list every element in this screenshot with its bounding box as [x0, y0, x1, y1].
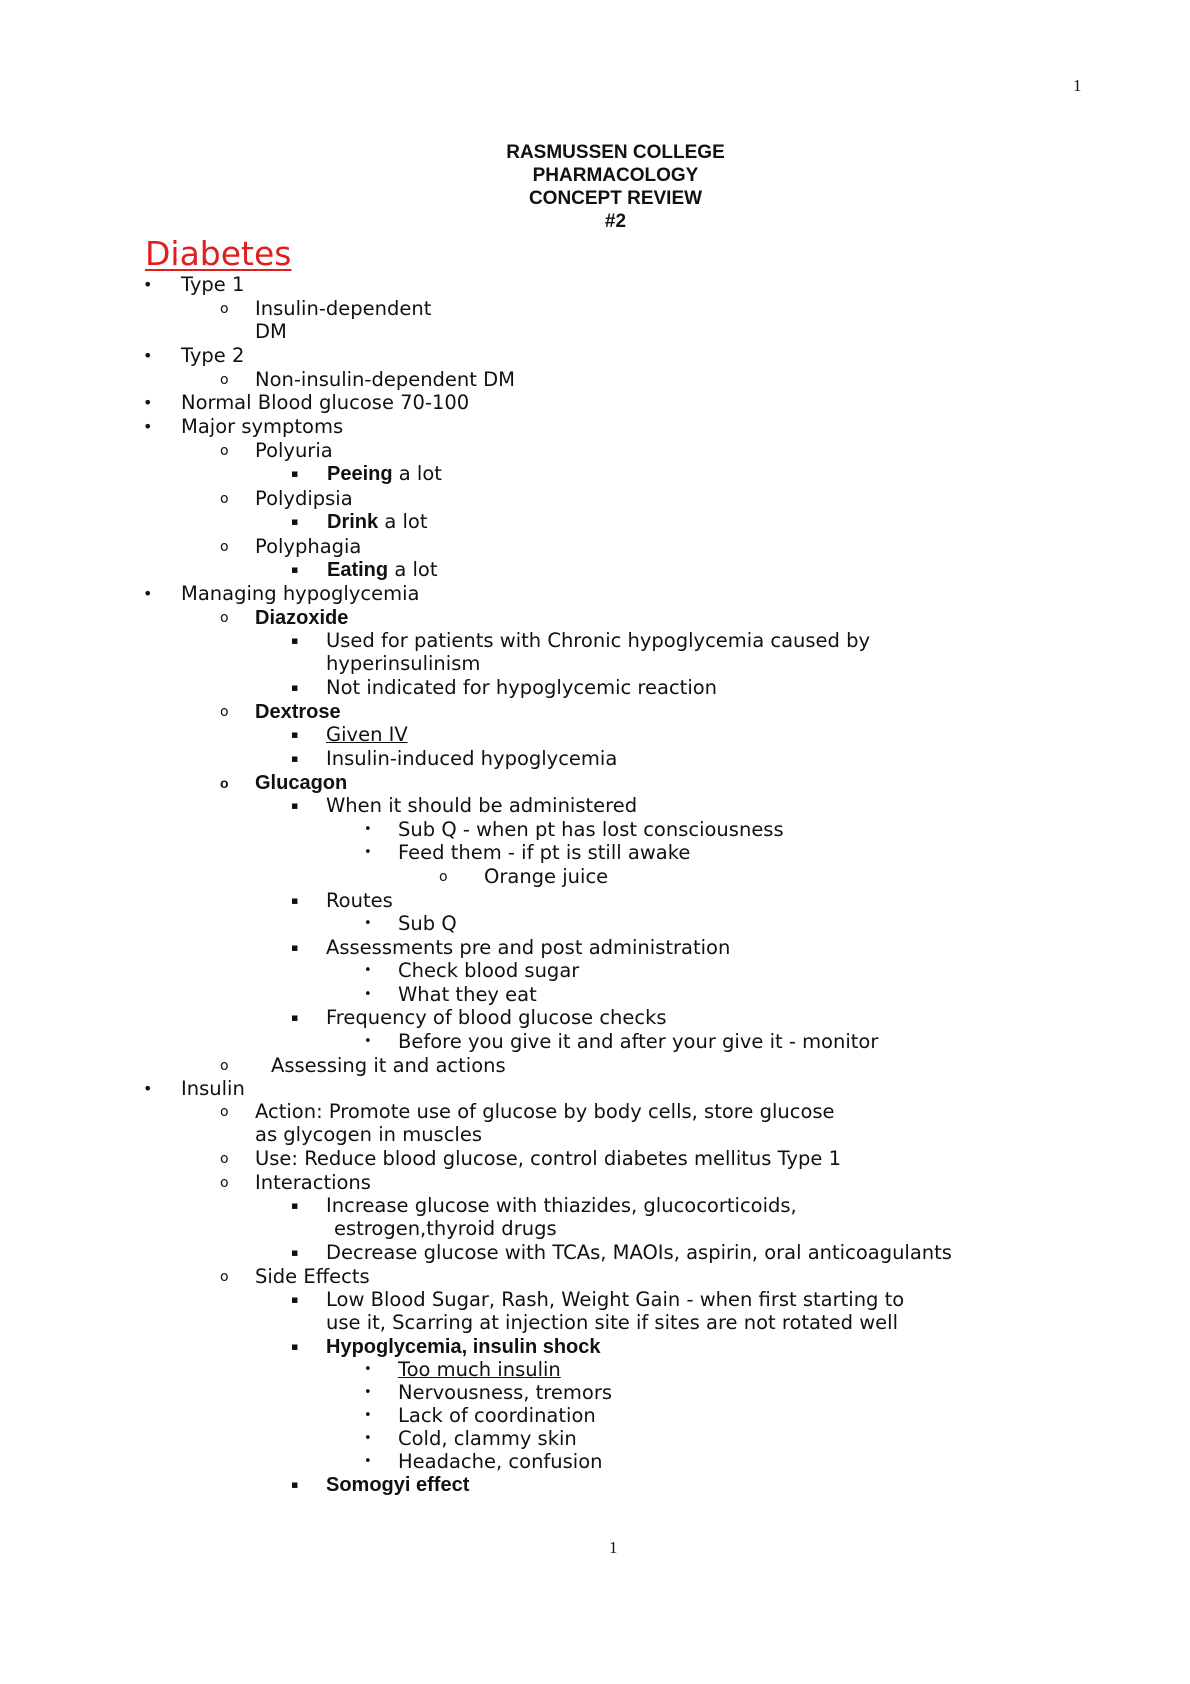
bullet-marker: o — [220, 775, 229, 791]
item-text: Orange juice — [484, 865, 609, 888]
bullet-marker: ▪ — [291, 681, 299, 694]
bullet-marker: o — [220, 704, 229, 720]
bullet-marker: ▪ — [291, 799, 299, 812]
item-text-bold: Somogyi effect — [326, 1474, 470, 1496]
item-text: as glycogen in muscles — [255, 1123, 483, 1146]
item-text: Assessments pre and post administration — [326, 936, 731, 959]
bullet-marker: • — [364, 963, 372, 978]
bullet-marker: ▪ — [291, 1293, 299, 1306]
item-text: Lack of coordination — [398, 1404, 596, 1427]
item-text: Polyuria — [255, 439, 333, 462]
item-text: Sub Q — [398, 912, 457, 935]
bullet-marker: ▪ — [291, 634, 299, 647]
bullet-marker: • — [364, 822, 372, 837]
item-text: Managing hypoglycemia — [181, 582, 420, 605]
page-number-bottom: 1 — [609, 1538, 618, 1557]
item-text: Major symptoms — [181, 415, 344, 438]
bullet-marker: • — [143, 393, 153, 412]
item-text: Used for patients with Chronic hypoglycemia caused by — [326, 629, 871, 652]
item-text: Polyphagia — [255, 535, 362, 558]
item-text-underlined: Too much insulin — [398, 1358, 561, 1381]
item-text-bold: Hypoglycemia, insulin shock — [326, 1336, 601, 1358]
bullet-marker: o — [439, 869, 448, 885]
bullet-marker: o — [220, 1058, 229, 1074]
item-text: Sub Q - when pt has lost consciousness — [398, 818, 784, 841]
bullet-marker: • — [143, 275, 153, 294]
item-text: hyperinsulinism — [326, 652, 481, 675]
item-text: a lot — [378, 510, 428, 533]
bullet-marker: o — [220, 1175, 229, 1191]
item-text: Action: Promote use of glucose by body cells, store glucose — [255, 1100, 835, 1123]
bullet-marker: o — [220, 1151, 229, 1167]
bullet-marker: • — [364, 1431, 372, 1446]
header-number: #2 — [604, 211, 627, 232]
item-text: Non-insulin-dependent DM — [255, 368, 515, 391]
item-text-bold: Dextrose — [255, 701, 341, 723]
bullet-marker: o — [220, 610, 229, 626]
item-text: Cold, clammy skin — [398, 1427, 577, 1450]
bullet-marker: o — [220, 539, 229, 555]
item-text: When it should be administered — [326, 794, 638, 817]
bullet-marker: ▪ — [291, 1246, 299, 1259]
bullet-marker: ▪ — [291, 1011, 299, 1024]
item-text: Polydipsia — [255, 487, 353, 510]
header-review: CONCEPT REVIEW — [528, 188, 703, 209]
item-text: What they eat — [398, 983, 537, 1006]
bullet-marker: ▪ — [291, 752, 299, 765]
bullet-marker: • — [143, 584, 153, 603]
item-text: Use: Reduce blood glucose, control diabetes mellitus Type 1 — [255, 1147, 842, 1170]
item-text: Insulin-induced hypoglycemia — [326, 747, 618, 770]
item-text: Low Blood Sugar, Rash, Weight Gain - when first starting to — [326, 1288, 905, 1311]
bullet-marker: ▪ — [291, 728, 299, 741]
bullet-marker: o — [220, 1269, 229, 1285]
bullet-marker: o — [220, 1104, 229, 1120]
item-text-bold: Glucagon — [255, 772, 348, 794]
item-text: Nervousness, tremors — [398, 1381, 612, 1404]
header-college: RASMUSSEN COLLEGE — [506, 142, 725, 163]
bullet-marker: • — [364, 1034, 372, 1049]
bullet-marker: • — [364, 987, 372, 1002]
item-text: Insulin — [181, 1077, 245, 1100]
item-text: Decrease glucose with TCAs, MAOIs, aspirin, oral anticoagulants — [326, 1241, 952, 1264]
item-text: Type 1 — [181, 273, 245, 296]
bullet-marker: • — [143, 417, 153, 436]
bullet-marker: • — [364, 1454, 372, 1469]
item-text: Check blood sugar — [398, 959, 580, 982]
item-text: Not indicated for hypoglycemic reaction — [326, 676, 718, 699]
bullet-marker: ▪ — [291, 941, 299, 954]
item-text: Side Effects — [255, 1265, 370, 1288]
bullet-marker: ▪ — [291, 563, 299, 576]
item-text: Routes — [326, 889, 393, 912]
item-text-underlined: Given IV — [326, 723, 408, 746]
bullet-marker: • — [364, 1385, 372, 1400]
section-title: Diabetes — [145, 234, 292, 273]
bullet-marker: ▪ — [291, 1340, 299, 1353]
item-text: Insulin-dependent — [255, 297, 432, 320]
bullet-marker: • — [143, 1079, 153, 1098]
bullet-marker: • — [143, 346, 153, 365]
bullet-marker: ▪ — [291, 467, 299, 480]
item-text: Assessing it and actions — [271, 1054, 506, 1077]
bullet-marker: • — [364, 1408, 372, 1423]
item-text-bold: Drink — [327, 511, 379, 533]
bullet-marker: ▪ — [291, 1478, 299, 1491]
item-text: Type 2 — [181, 344, 245, 367]
bullet-marker: o — [220, 443, 229, 459]
header-subject: PHARMACOLOGY — [532, 165, 699, 186]
item-text: DM — [255, 320, 287, 343]
item-text: a lot — [388, 558, 438, 581]
item-text-bold: Peeing — [327, 463, 393, 485]
bullet-marker: • — [364, 916, 372, 931]
item-text: Before you give it and after your give it - monitor — [398, 1030, 879, 1053]
item-text-bold: Diazoxide — [255, 607, 349, 629]
item-text: estrogen,thyroid drugs — [334, 1217, 557, 1240]
item-text: Increase glucose with thiazides, glucocorticoids, — [326, 1194, 797, 1217]
bullet-marker: • — [364, 1362, 372, 1377]
bullet-marker: o — [220, 491, 229, 507]
item-text: Interactions — [255, 1171, 371, 1194]
page-number-top: 1 — [1073, 76, 1082, 95]
bullet-marker: o — [220, 372, 229, 388]
document-header — [0, 141, 1190, 233]
item-text: Normal Blood glucose 70-100 — [181, 391, 470, 414]
bullet-marker: ▪ — [291, 894, 299, 907]
item-text: Headache, confusion — [398, 1450, 603, 1473]
bullet-marker: ▪ — [291, 1199, 299, 1212]
item-text: Feed them - if pt is still awake — [398, 841, 691, 864]
bullet-marker: • — [364, 845, 372, 860]
item-text: Frequency of blood glucose checks — [326, 1006, 667, 1029]
bullet-marker: o — [220, 301, 229, 317]
item-text: a lot — [392, 462, 442, 485]
bullet-marker: ▪ — [291, 515, 299, 528]
item-text-bold: Eating — [327, 559, 389, 581]
item-text: use it, Scarring at injection site if sites are not rotated well — [326, 1311, 898, 1334]
